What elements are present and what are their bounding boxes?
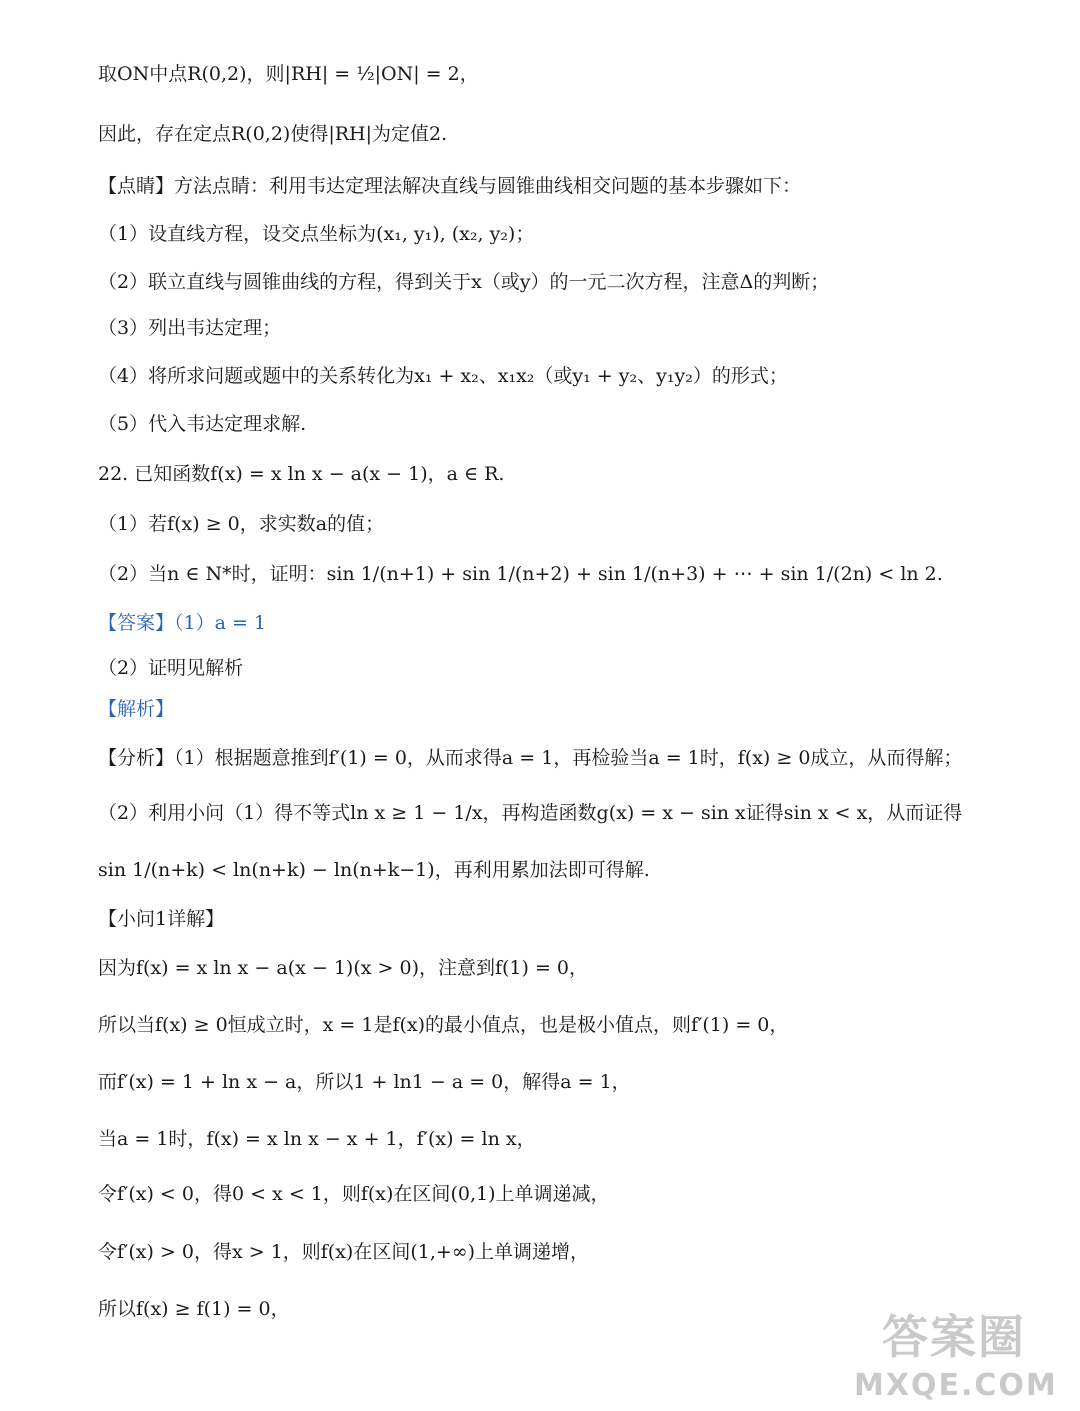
analysis-part-1: 【分析】（1）根据题意推到f′(1) = 0，从而求得a = 1，再检验当a = 1时，f(x) ≥ 0成立，从而得解；: [98, 747, 963, 769]
watermark-logo: 答案圈: [882, 1310, 1026, 1364]
analysis-part-2: （2）利用小问（1）得不等式ln x ≥ 1 − 1/x，再构造函数g(x) = x − sin x证得sin x < x，从而证得: [98, 802, 963, 824]
solution-line-6: 令f′(x) > 0，得x > 1，则f(x)在区间(1,+∞)上单调递增，: [98, 1241, 590, 1263]
answer-line: 【答案】（1）a = 1: [98, 612, 267, 634]
solution-line-5: 令f′(x) < 0，得0 < x < 1，则f(x)在区间(0,1)上单调递减，: [98, 1183, 610, 1205]
text-line-step-1: （1）设直线方程，设交点坐标为(x₁, y₁), (x₂, y₂)；: [98, 223, 535, 245]
text-line-step-4: （4）将所求问题或题中的关系转化为x₁ + x₂、x₁x₂（或y₁ + y₂、y₁y₂）的形式；: [98, 365, 788, 387]
subquestion-1-header: 【小问1详解】: [98, 908, 225, 930]
text-line-step-2: （2）联立直线与圆锥曲线的方程，得到关于x（或y）的一元二次方程，注意Δ的判断；: [98, 271, 830, 293]
text-line-step-3: （3）列出韦达定理；: [98, 317, 282, 339]
analysis-part-2-cont: sin 1/(n+k) < ln(n+k) − ln(n+k−1)，再利用累加法即可得解.: [98, 859, 650, 881]
text-line-method-note: 【点睛】方法点睛：利用韦达定理法解决直线与圆锥曲线相交问题的基本步骤如下：: [98, 175, 802, 197]
solution-line-7: 所以f(x) ≥ f(1) = 0，: [98, 1298, 290, 1320]
answer-part-2: （2）证明见解析: [98, 657, 244, 679]
problem-22-part-2: （2）当n ∈ N*时，证明：sin 1/(n+1) + sin 1/(n+2) + sin 1/(n+3) + ⋯ + sin 1/(2n) < ln 2.: [98, 563, 943, 585]
text-line-r-point: 取ON中点R(0,2)，则|RH| = ½|ON| = 2，: [98, 63, 479, 85]
solution-line-2: 所以当f(x) ≥ 0恒成立时，x = 1是f(x)的最小值点，也是极小值点，则f′(1) = 0，: [98, 1014, 789, 1036]
watermark-url: MXQE.COM: [854, 1368, 1058, 1403]
text-line-step-5: （5）代入韦达定理求解.: [98, 413, 307, 435]
solution-line-1: 因为f(x) = x ln x − a(x − 1)(x > 0)，注意到f(1) = 0，: [98, 957, 589, 979]
text-line-conclusion: 因此，存在定点R(0,2)使得|RH|为定值2.: [98, 123, 448, 145]
solution-line-4: 当a = 1时，f(x) = x ln x − x + 1，f′(x) = ln x，: [98, 1128, 536, 1150]
analysis-header: 【解析】: [98, 698, 175, 720]
solution-line-3: 而f′(x) = 1 + ln x − a，所以1 + ln1 − a = 0，解得a = 1，: [98, 1071, 631, 1093]
problem-22-statement: 22. 已知函数f(x) = x ln x − a(x − 1)，a ∈ R.: [98, 463, 505, 485]
problem-22-part-1: （1）若f(x) ≥ 0，求实数a的值；: [98, 513, 385, 535]
